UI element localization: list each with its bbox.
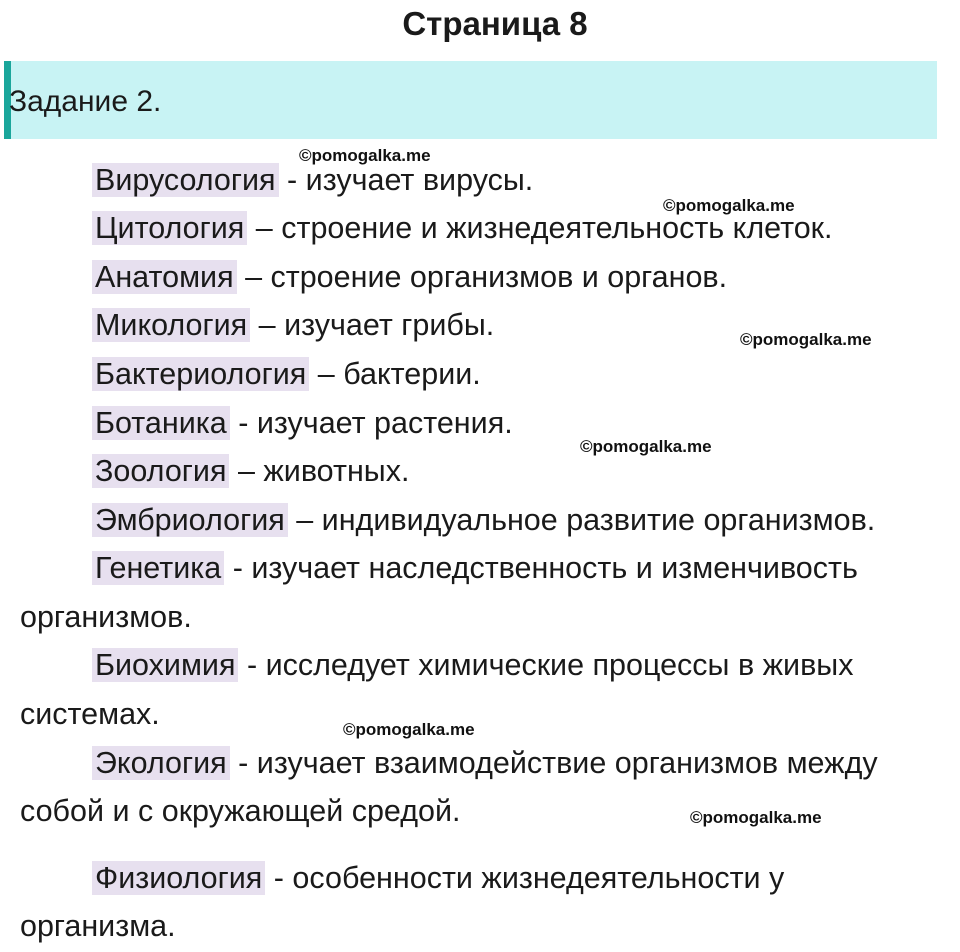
entry-mycology — [95, 306, 494, 344]
entry-zoology — [95, 452, 409, 490]
task-label: Задание 2. — [9, 85, 162, 118]
entry-term: Микология — [92, 308, 250, 342]
entry-term: Биохимия — [92, 648, 238, 682]
entry-bacteriology — [95, 355, 481, 393]
entry-biochemistry — [95, 646, 853, 684]
entry-ecology-continuation: собой и с окружающей средой. — [20, 794, 461, 828]
entry-biochemistry-continuation: системах. — [20, 697, 160, 731]
entry-genetics-continuation: организмов. — [20, 600, 192, 634]
entry-physiology — [95, 859, 784, 897]
entry-ecology — [95, 744, 878, 782]
entry-definition: - изучает вирусы. — [278, 163, 534, 197]
entry-term: Вирусология — [92, 163, 279, 197]
entry-definition: – бактерии. — [309, 357, 481, 391]
entry-definition: - изучает наследственность и изменчивость — [224, 551, 858, 585]
watermark: ©pomogalka.me — [343, 720, 475, 739]
entry-definition: – строение и жизнедеятельность клеток. — [247, 211, 833, 245]
entry-definition: - особенности жизнедеятельности у — [265, 861, 785, 895]
entry-term: Зоология — [92, 454, 229, 488]
entry-definition: – индивидуальное развитие организмов. — [287, 503, 876, 537]
entry-definition: - изучает взаимодействие организмов между — [229, 746, 878, 780]
entry-definition: – изучает грибы. — [250, 308, 495, 342]
entry-term: Анатомия — [92, 260, 237, 294]
entry-term: Цитология — [92, 211, 247, 245]
entry-definition: - изучает растения. — [229, 406, 513, 440]
entry-definition: – животных. — [229, 454, 410, 488]
entry-definition: - исследует химические процессы в живых — [238, 648, 854, 682]
watermark: ©pomogalka.me — [690, 808, 822, 827]
entry-virusology — [95, 161, 533, 199]
entry-term: Экология — [92, 746, 230, 780]
page-title: Страница 8 — [402, 5, 588, 42]
entry-physiology-continuation: организма. — [20, 909, 176, 943]
watermark: ©pomogalka.me — [663, 196, 795, 215]
entry-embryology — [95, 501, 875, 539]
entry-term: Бактериология — [92, 357, 309, 391]
entry-genetics — [95, 549, 858, 587]
entry-anatomy — [95, 258, 727, 296]
entry-botany — [95, 404, 513, 442]
entry-term: Ботаника — [92, 406, 230, 440]
watermark: ©pomogalka.me — [299, 146, 431, 165]
watermark: ©pomogalka.me — [580, 437, 712, 456]
entry-term: Эмбриология — [92, 503, 288, 537]
entry-term: Генетика — [92, 551, 224, 585]
entry-definition: – строение организмов и органов. — [236, 260, 728, 294]
watermark: ©pomogalka.me — [740, 330, 872, 349]
entry-term: Физиология — [92, 861, 265, 895]
